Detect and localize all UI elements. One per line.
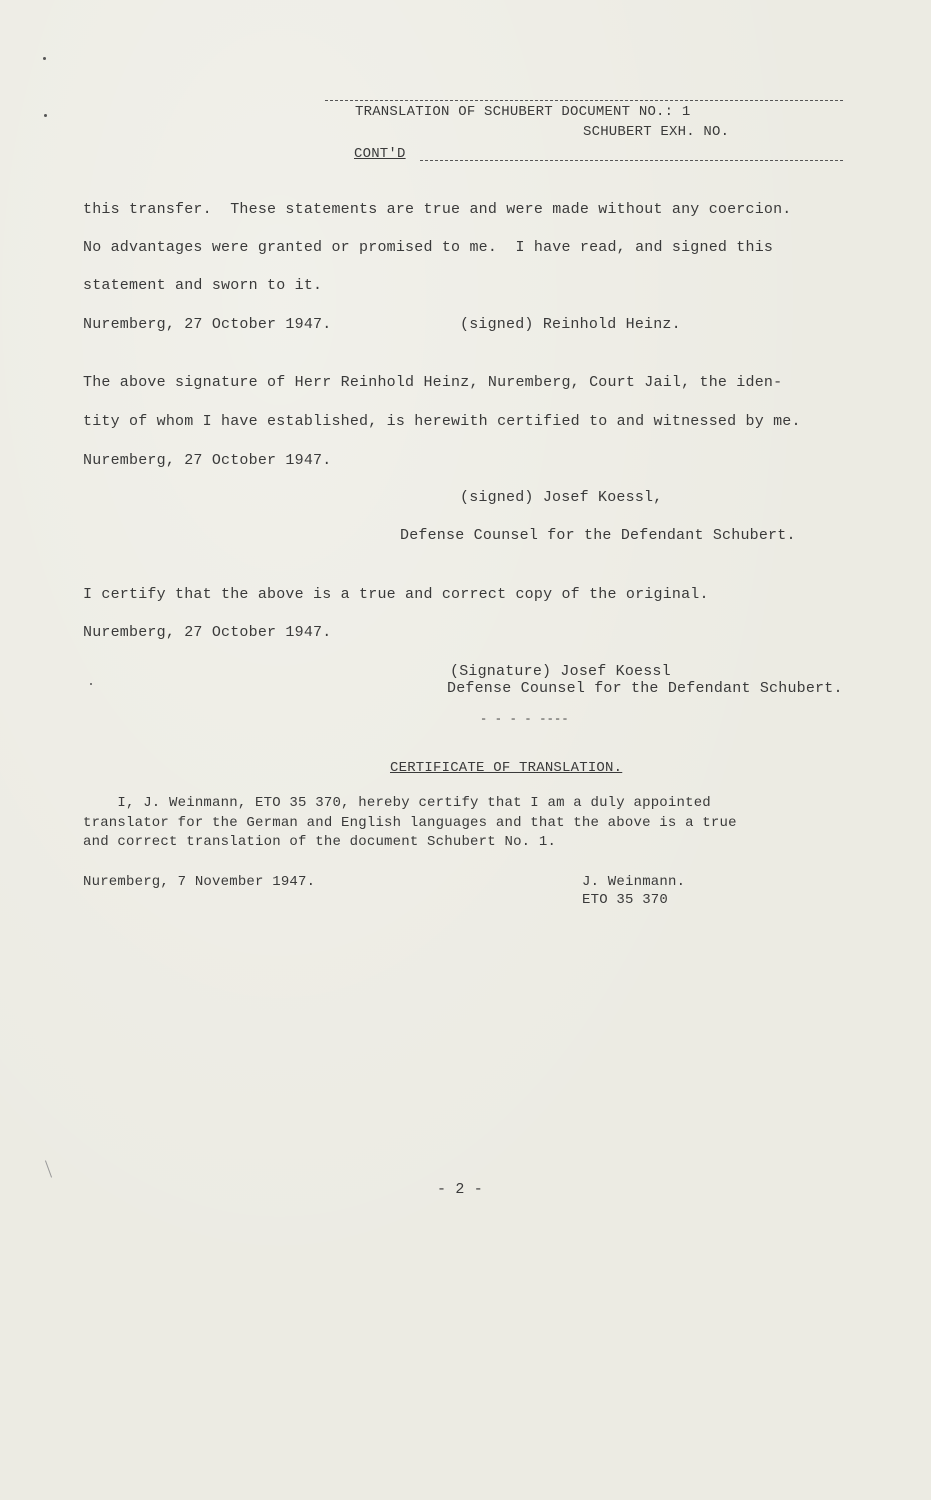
section-separator: - - - - ---- (480, 712, 569, 726)
header-bottom-rule (420, 160, 843, 161)
body-line: No advantages were granted or promised to me. I have read, and signed this (83, 239, 774, 256)
body-line: tity of whom I have established, is herewith certified to and witnessed by me. (83, 413, 801, 430)
header-exhibit: SCHUBERT EXH. NO. (583, 124, 730, 140)
body-line: this transfer. These statements are true and were made without any coercion. (83, 201, 792, 218)
date-line: Nuremberg, 27 October 1947. (83, 452, 332, 469)
header-title: TRANSLATION OF SCHUBERT DOCUMENT NO.: 1 (355, 104, 691, 120)
certificate-date: Nuremberg, 7 November 1947. (83, 874, 316, 890)
date-line: Nuremberg, 27 October 1947. (83, 316, 332, 333)
signature-line: (signed) Reinhold Heinz. (460, 316, 681, 333)
certificate-line: I, J. Weinmann, ETO 35 370, hereby certify that I am a duly appointed (83, 795, 711, 811)
scan-speck (90, 683, 92, 685)
scan-speck (43, 57, 46, 60)
certificate-line: and correct translation of the document Schubert No. 1. (83, 834, 557, 850)
body-line: I certify that the above is a true and correct copy of the original. (83, 586, 709, 603)
certificate-signer: J. Weinmann. (582, 874, 686, 890)
body-line: statement and sworn to it. (83, 277, 323, 294)
certificate-title: CERTIFICATE OF TRANSLATION. (390, 760, 623, 776)
signer-role: Defense Counsel for the Defendant Schubert. (400, 527, 796, 544)
signer-role: Defense Counsel for the Defendant Schubert. (447, 680, 843, 697)
header-top-rule (325, 100, 843, 101)
certificate-signer-id: ETO 35 370 (582, 892, 669, 908)
body-line: The above signature of Herr Reinhold Heinz, Nuremberg, Court Jail, the iden- (83, 374, 783, 391)
signature-line: (signed) Josef Koessl, (460, 489, 663, 506)
certificate-line: translator for the German and English languages and that the above is a true (83, 815, 737, 831)
scan-mark (45, 1160, 52, 1177)
scan-speck (44, 114, 47, 117)
signature-line: (Signature) Josef Koessl (450, 663, 671, 680)
header-contd: CONT'D (354, 146, 406, 162)
date-line: Nuremberg, 27 October 1947. (83, 624, 332, 641)
page-number: - 2 - (437, 1181, 484, 1198)
